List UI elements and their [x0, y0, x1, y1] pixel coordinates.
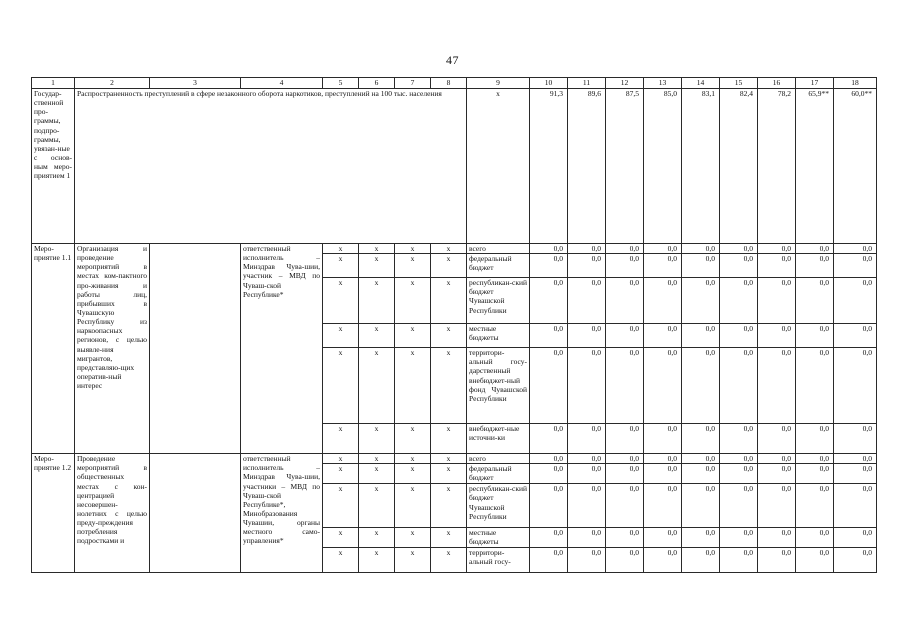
funding-value: 0,0 — [568, 484, 606, 528]
code-cell: x — [395, 278, 431, 324]
column-number: 15 — [720, 78, 758, 89]
column-number: 10 — [530, 78, 568, 89]
column-number: 3 — [150, 78, 241, 89]
column-number: 17 — [796, 78, 834, 89]
funding-source: республикан-ский бюджет Чувашской Республики — [467, 278, 530, 324]
column-number: 2 — [75, 78, 150, 89]
funding-value: 0,0 — [720, 528, 758, 548]
funding-value: 0,0 — [682, 278, 720, 324]
code-cell: x — [359, 254, 395, 278]
column-number: 13 — [644, 78, 682, 89]
column-number: 6 — [359, 78, 395, 89]
funding-value: 0,0 — [796, 528, 834, 548]
code-cell: x — [395, 424, 431, 454]
measure-label: Меро-приятие 1.2 — [32, 454, 75, 573]
column-number: 18 — [834, 78, 877, 89]
code-cell: x — [395, 528, 431, 548]
funding-source: республикан-ский бюджет Чувашской Республики — [467, 484, 530, 528]
funding-value: 0,0 — [606, 528, 644, 548]
indicator-row — [32, 89, 877, 244]
column-number-row — [32, 78, 877, 89]
code-cell: x — [395, 324, 431, 348]
indicator-col9: x — [467, 89, 530, 244]
funding-value: 0,0 — [720, 278, 758, 324]
code-cell: x — [323, 278, 359, 324]
funding-value: 0,0 — [758, 424, 796, 454]
column-number: 8 — [431, 78, 467, 89]
funding-value: 0,0 — [758, 454, 796, 464]
measure-name: Организация и проведение мероприятий в местах ком-пактного про-живания и работы лиц, прибывших в Чувашскую Республику из наркоопасных регионов, с целью выявле-ния мигрантов, представляю-щих оператив-ный интерес — [75, 244, 150, 454]
indicator-value: 65,9** — [796, 89, 834, 244]
funding-source: местные бюджеты — [467, 324, 530, 348]
funding-value: 0,0 — [682, 454, 720, 464]
funding-value: 0,0 — [568, 244, 606, 254]
funding-value: 0,0 — [644, 254, 682, 278]
funding-value: 0,0 — [568, 424, 606, 454]
funding-value: 0,0 — [530, 254, 568, 278]
code-cell: x — [359, 324, 395, 348]
measure-name: Проведение мероприятий в общественных местах с кон-центрацией несовершен-нолетних с целью преду-преждения потребления подростками и — [75, 454, 150, 573]
code-cell: x — [395, 244, 431, 254]
funding-value: 0,0 — [568, 278, 606, 324]
column-number: 12 — [606, 78, 644, 89]
funding-value: 0,0 — [606, 348, 644, 424]
measure-blank — [150, 244, 241, 454]
funding-value: 0,0 — [682, 548, 720, 573]
funding-value: 0,0 — [682, 324, 720, 348]
code-cell: x — [323, 528, 359, 548]
funding-value: 0,0 — [682, 484, 720, 528]
funding-value: 0,0 — [796, 464, 834, 484]
funding-value: 0,0 — [606, 464, 644, 484]
code-cell: x — [395, 348, 431, 424]
funding-row — [32, 454, 877, 464]
code-cell: x — [323, 464, 359, 484]
funding-value: 0,0 — [720, 484, 758, 528]
code-cell: x — [431, 454, 467, 464]
funding-value: 0,0 — [834, 278, 877, 324]
code-cell: x — [359, 244, 395, 254]
funding-value: 0,0 — [834, 324, 877, 348]
indicator-value: 60,0** — [834, 89, 877, 244]
column-number: 1 — [32, 78, 75, 89]
funding-value: 0,0 — [682, 348, 720, 424]
funding-value: 0,0 — [530, 464, 568, 484]
funding-value: 0,0 — [758, 244, 796, 254]
funding-value: 0,0 — [568, 548, 606, 573]
column-number: 9 — [467, 78, 530, 89]
funding-source: федеральный бюджет — [467, 254, 530, 278]
code-cell: x — [323, 254, 359, 278]
funding-source: внебюджет-ные источни-ки — [467, 424, 530, 454]
funding-value: 0,0 — [568, 454, 606, 464]
funding-value: 0,0 — [644, 464, 682, 484]
code-cell: x — [323, 548, 359, 573]
measure-executor: ответственный исполнитель – Минздрав Чува-шии, участник – МВД по Чуваш-ской Республике* — [241, 244, 323, 454]
funding-value: 0,0 — [796, 278, 834, 324]
funding-value: 0,0 — [796, 244, 834, 254]
funding-value: 0,0 — [606, 424, 644, 454]
column-number: 16 — [758, 78, 796, 89]
funding-value: 0,0 — [834, 484, 877, 528]
indicator-value: 82,4 — [720, 89, 758, 244]
code-cell: x — [431, 528, 467, 548]
code-cell: x — [323, 484, 359, 528]
funding-value: 0,0 — [834, 528, 877, 548]
indicator-value: 78,2 — [758, 89, 796, 244]
funding-value: 0,0 — [758, 464, 796, 484]
funding-value: 0,0 — [834, 424, 877, 454]
funding-value: 0,0 — [682, 528, 720, 548]
indicator-value: 85,0 — [644, 89, 682, 244]
funding-value: 0,0 — [758, 548, 796, 573]
funding-row — [32, 244, 877, 254]
code-cell: x — [323, 424, 359, 454]
code-cell: x — [359, 484, 395, 528]
funding-value: 0,0 — [796, 324, 834, 348]
funding-value: 0,0 — [796, 424, 834, 454]
funding-value: 0,0 — [834, 464, 877, 484]
funding-value: 0,0 — [568, 528, 606, 548]
code-cell: x — [359, 278, 395, 324]
funding-value: 0,0 — [720, 464, 758, 484]
funding-value: 0,0 — [720, 424, 758, 454]
funding-source: территори-альный госу-дарственный внебюджет-ный фонд Чувашской Республики — [467, 348, 530, 424]
column-number: 14 — [682, 78, 720, 89]
funding-value: 0,0 — [758, 254, 796, 278]
funding-value: 0,0 — [606, 454, 644, 464]
funding-value: 0,0 — [834, 454, 877, 464]
funding-value: 0,0 — [530, 484, 568, 528]
funding-value: 0,0 — [834, 254, 877, 278]
code-cell: x — [395, 484, 431, 528]
funding-value: 0,0 — [644, 484, 682, 528]
funding-value: 0,0 — [606, 484, 644, 528]
funding-value: 0,0 — [758, 324, 796, 348]
funding-value: 0,0 — [796, 454, 834, 464]
funding-value: 0,0 — [834, 244, 877, 254]
funding-value: 0,0 — [644, 424, 682, 454]
funding-value: 0,0 — [834, 348, 877, 424]
code-cell: x — [359, 528, 395, 548]
funding-value: 0,0 — [530, 244, 568, 254]
code-cell: x — [359, 424, 395, 454]
code-cell: x — [431, 324, 467, 348]
code-cell: x — [395, 548, 431, 573]
funding-value: 0,0 — [568, 348, 606, 424]
page-number: 47 — [446, 53, 459, 67]
funding-value: 0,0 — [530, 528, 568, 548]
funding-value: 0,0 — [720, 244, 758, 254]
funding-value: 0,0 — [606, 548, 644, 573]
funding-value: 0,0 — [568, 464, 606, 484]
column-number: 5 — [323, 78, 359, 89]
funding-value: 0,0 — [606, 324, 644, 348]
code-cell: x — [359, 548, 395, 573]
funding-value: 0,0 — [720, 548, 758, 573]
code-cell: x — [323, 324, 359, 348]
funding-value: 0,0 — [758, 528, 796, 548]
code-cell: x — [359, 348, 395, 424]
funding-value: 0,0 — [530, 278, 568, 324]
code-cell: x — [359, 454, 395, 464]
code-cell: x — [431, 484, 467, 528]
indicator-label: Государ-ственной про-граммы, подпро-граммы, увязан-ные с основ-ным меро-приятием 1 — [32, 89, 75, 244]
funding-value: 0,0 — [758, 348, 796, 424]
funding-value: 0,0 — [758, 484, 796, 528]
funding-value: 0,0 — [606, 244, 644, 254]
measure-executor: ответственный исполнитель – Минздрав Чува-шии, участники – МВД по Чуваш-ской Республике*, Минобразования Чувашии, органы местного само-управления* — [241, 454, 323, 573]
funding-value: 0,0 — [720, 254, 758, 278]
funding-value: 0,0 — [682, 464, 720, 484]
code-cell: x — [359, 464, 395, 484]
code-cell: x — [431, 424, 467, 454]
funding-value: 0,0 — [796, 254, 834, 278]
code-cell: x — [395, 464, 431, 484]
funding-value: 0,0 — [644, 348, 682, 424]
code-cell: x — [323, 454, 359, 464]
funding-source: всего — [467, 244, 530, 254]
funding-value: 0,0 — [796, 348, 834, 424]
funding-value: 0,0 — [682, 244, 720, 254]
indicator-value: 89,6 — [568, 89, 606, 244]
indicator-text: Распространенность преступлений в сфере незаконного оборота наркотиков, преступлений на 100 тыс. населения — [75, 89, 467, 244]
funding-value: 0,0 — [644, 454, 682, 464]
code-cell: x — [431, 548, 467, 573]
code-cell: x — [395, 254, 431, 278]
measure-label: Меро-приятие 1.1 — [32, 244, 75, 454]
funding-value: 0,0 — [606, 254, 644, 278]
funding-value: 0,0 — [644, 244, 682, 254]
funding-value: 0,0 — [530, 324, 568, 348]
code-cell: x — [431, 254, 467, 278]
funding-source: территори-альный госу- — [467, 548, 530, 573]
column-number: 7 — [395, 78, 431, 89]
indicator-value: 91,3 — [530, 89, 568, 244]
column-number: 11 — [568, 78, 606, 89]
funding-value: 0,0 — [720, 324, 758, 348]
funding-value: 0,0 — [834, 548, 877, 573]
funding-value: 0,0 — [530, 348, 568, 424]
funding-value: 0,0 — [682, 254, 720, 278]
funding-value: 0,0 — [644, 528, 682, 548]
funding-value: 0,0 — [530, 424, 568, 454]
funding-source: федеральный бюджет — [467, 464, 530, 484]
funding-value: 0,0 — [530, 454, 568, 464]
funding-source: местные бюджеты — [467, 528, 530, 548]
code-cell: x — [323, 348, 359, 424]
funding-value: 0,0 — [568, 324, 606, 348]
program-table — [31, 77, 877, 573]
funding-source: всего — [467, 454, 530, 464]
code-cell: x — [395, 454, 431, 464]
funding-value: 0,0 — [644, 548, 682, 573]
funding-value: 0,0 — [644, 278, 682, 324]
funding-value: 0,0 — [568, 254, 606, 278]
funding-value: 0,0 — [682, 424, 720, 454]
funding-value: 0,0 — [644, 324, 682, 348]
indicator-value: 83,1 — [682, 89, 720, 244]
funding-value: 0,0 — [796, 548, 834, 573]
code-cell: x — [431, 348, 467, 424]
funding-value: 0,0 — [530, 548, 568, 573]
code-cell: x — [431, 464, 467, 484]
funding-value: 0,0 — [606, 278, 644, 324]
code-cell: x — [431, 244, 467, 254]
indicator-value: 87,5 — [606, 89, 644, 244]
code-cell: x — [323, 244, 359, 254]
code-cell: x — [431, 278, 467, 324]
column-number: 4 — [241, 78, 323, 89]
funding-value: 0,0 — [720, 454, 758, 464]
funding-value: 0,0 — [758, 278, 796, 324]
funding-value: 0,0 — [720, 348, 758, 424]
funding-value: 0,0 — [796, 484, 834, 528]
measure-blank — [150, 454, 241, 573]
